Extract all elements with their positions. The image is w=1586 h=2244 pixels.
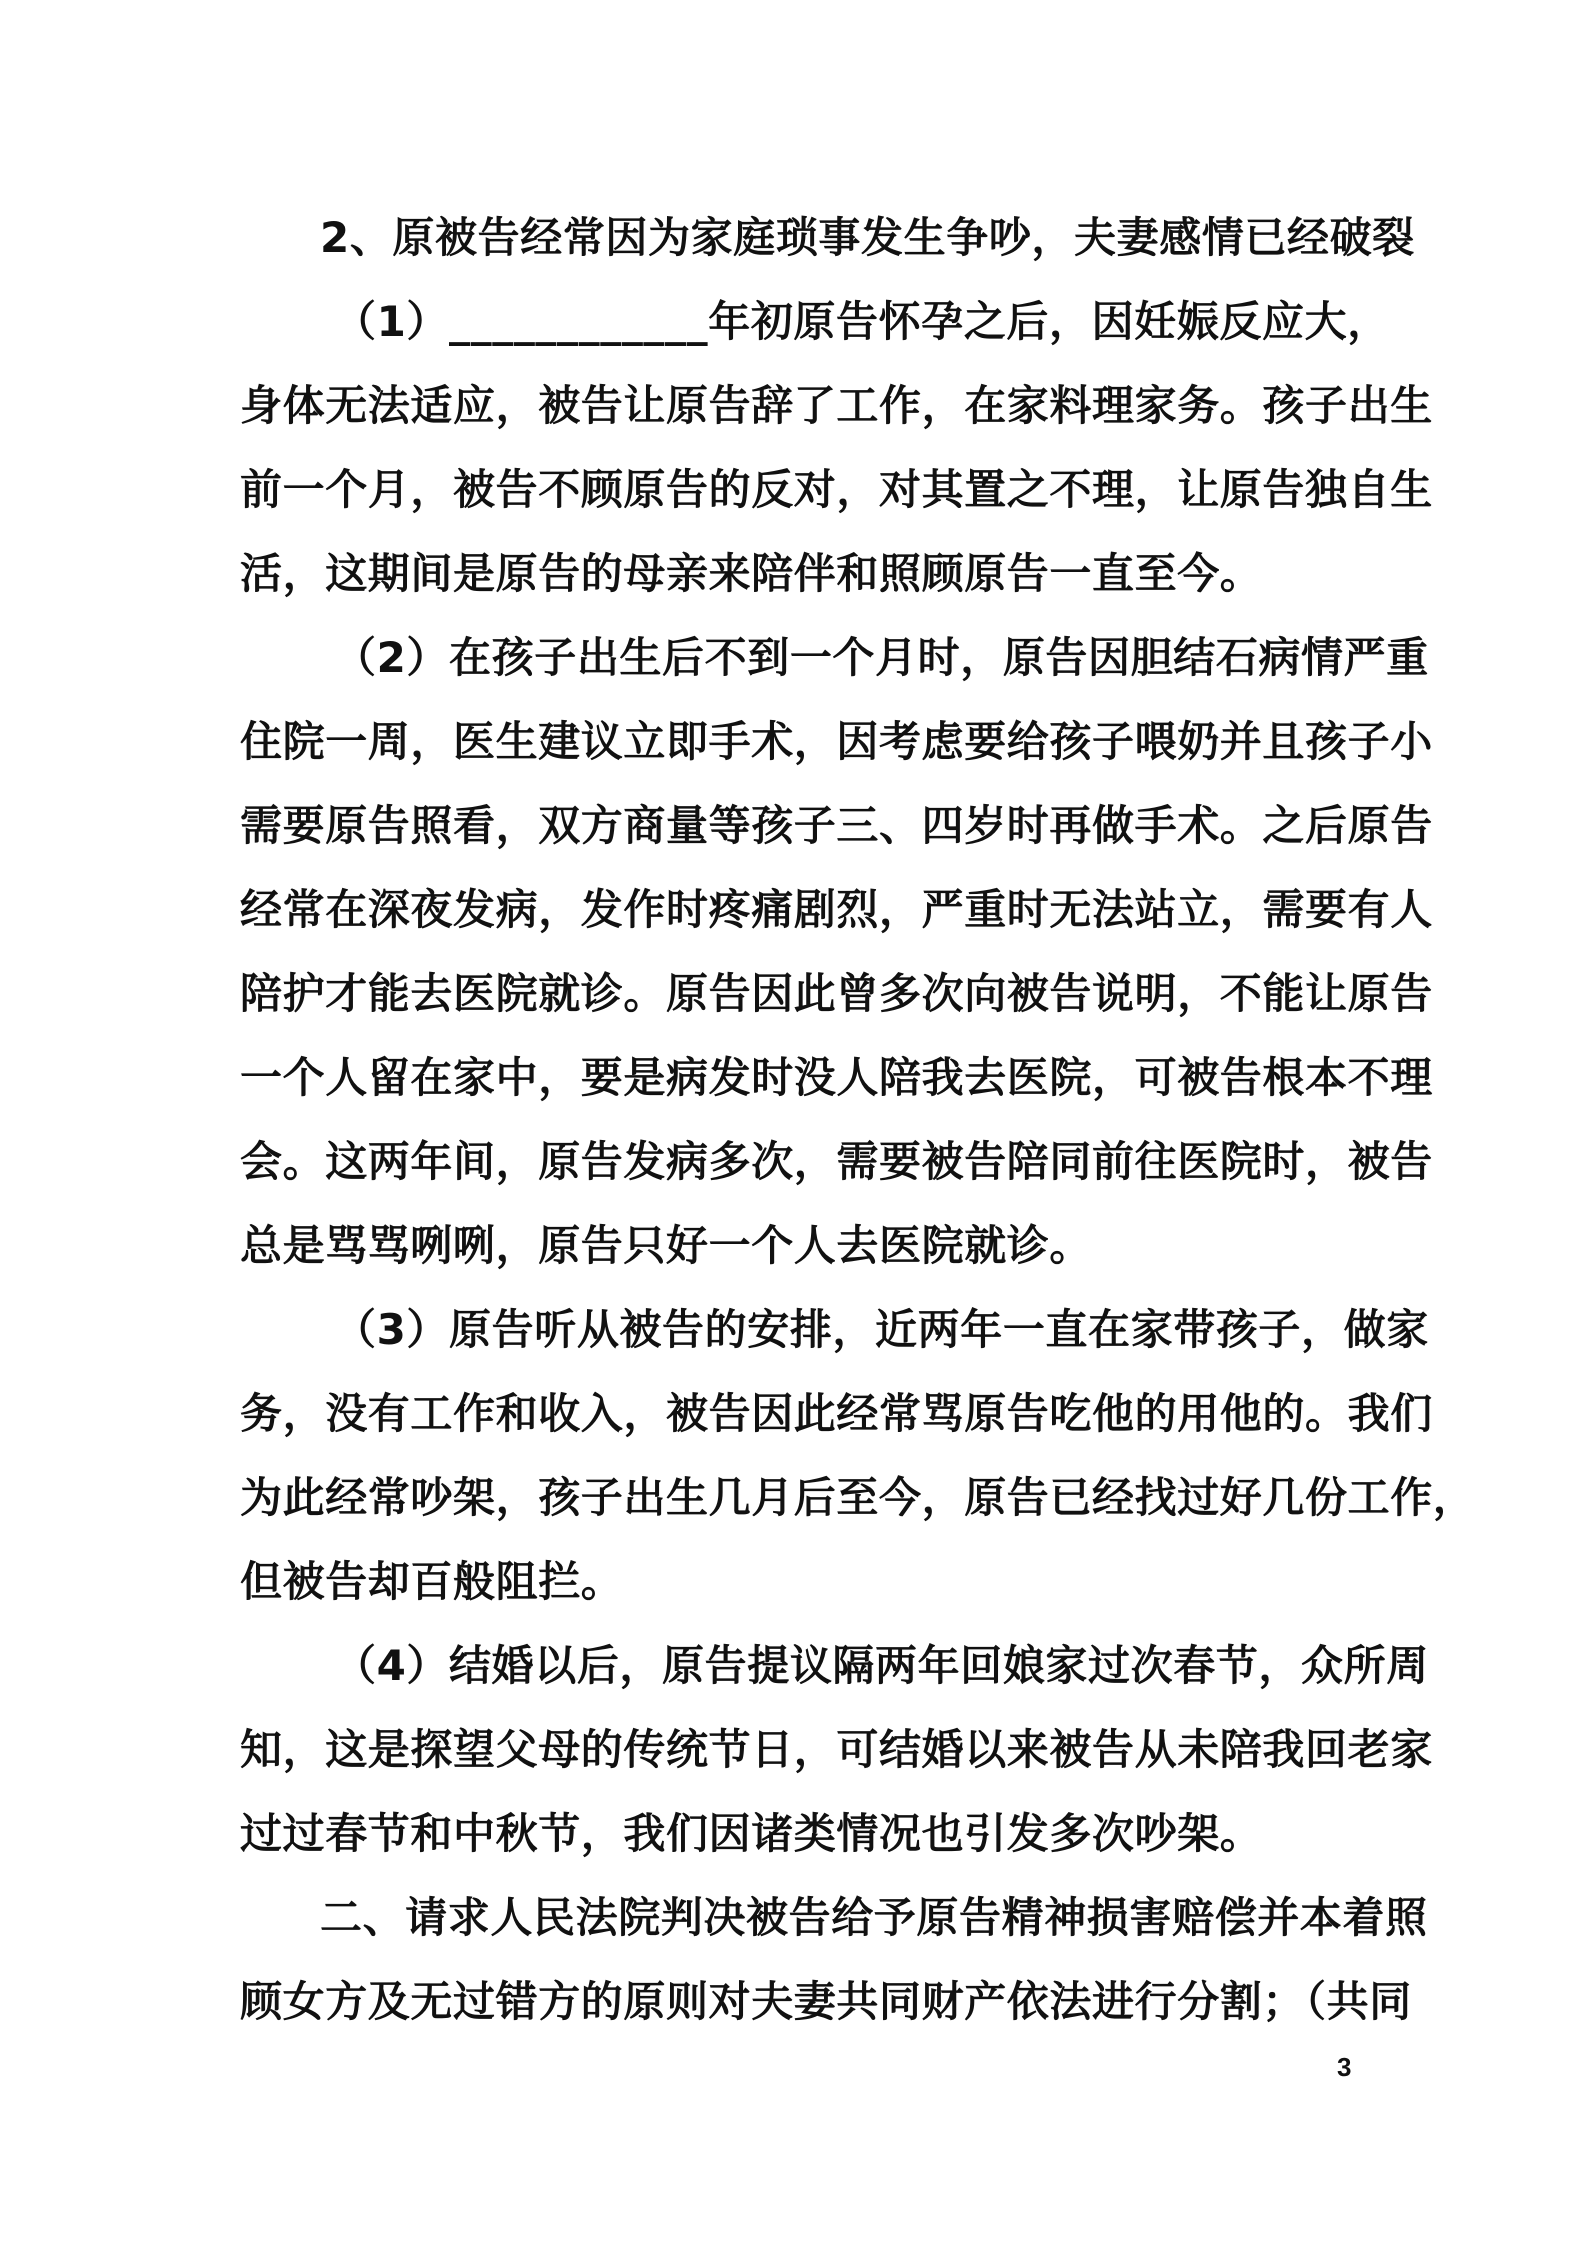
paragraph-2-line: 一个人留在家中，要是病发时没人陪我去医院，可被告根本不理 [240,1053,1433,1102]
paragraph-2-line: 陪护才能去医院就诊。原告因此曾多次向被告说明，不能让原告 [240,969,1433,1018]
paragraph-3-line: （3）原告听从被告的安排，近两年一直在家带孩子，做家 [334,1305,1429,1354]
paragraph-1-line: （1）____________年初原告怀孕之后，因妊娠反应大， [334,297,1390,346]
paragraph-2-line: 需要原告照看，双方商量等孩子三、四岁时再做手术。之后原告 [240,801,1433,850]
paragraph-3-line: 但被告却百般阻拦。 [240,1557,624,1606]
paragraph-4-line: 过过春节和中秋节，我们因诸类情况也引发多次吵架。 [240,1809,1263,1858]
document-body [240,196,1476,2044]
section-heading-line: 二、请求人民法院判决被告给予原告精神损害赔偿并本着照 [320,1893,1428,1942]
paragraph-1-line: 前一个月，被告不顾原告的反对，对其置之不理，让原告独自生 [240,465,1433,514]
paragraph-3-line: 为此经常吵架，孩子出生几月后至今，原告已经找过好几份工作， [240,1473,1476,1522]
paragraph-2-line: 总是骂骂咧咧，原告只好一个人去医院就诊。 [240,1221,1093,1270]
paragraph-4-line: （4）结婚以后，原告提议隔两年回娘家过次春节，众所周 [334,1641,1429,1690]
page-number: 3 [1337,2052,1352,2082]
paragraph-2-line: 会。这两年间，原告发病多次，需要被告陪同前往医院时，被告 [240,1137,1433,1186]
heading-line-2: 2、原被告经常因为家庭琐事发生争吵，夫妻感情已经破裂 [320,213,1415,262]
paragraph-4-line: 知，这是探望父母的传统节日，可结婚以来被告从未陪我回老家 [240,1725,1433,1774]
paragraph-2-line: 住院一周，医生建议立即手术，因考虑要给孩子喂奶并且孩子小 [240,717,1433,766]
paragraph-2-line: （2）在孩子出生后不到一个月时，原告因胆结石病情严重 [334,633,1429,682]
paragraph-3-line: 务，没有工作和收入，被告因此经常骂原告吃他的用他的。我们 [240,1389,1433,1438]
paragraph-2-line: 经常在深夜发病，发作时疼痛剧烈，严重时无法站立，需要有人 [240,885,1433,934]
paragraph-1-line: 身体无法适应，被告让原告辞了工作，在家料理家务。孩子出生 [240,381,1433,430]
section-heading-line: 顾女方及无过错方的原则对夫妻共同财产依法进行分割；（共同 [240,1977,1412,2026]
paragraph-1-line: 活，这期间是原告的母亲来陪伴和照顾原告一直至今。 [240,549,1263,598]
